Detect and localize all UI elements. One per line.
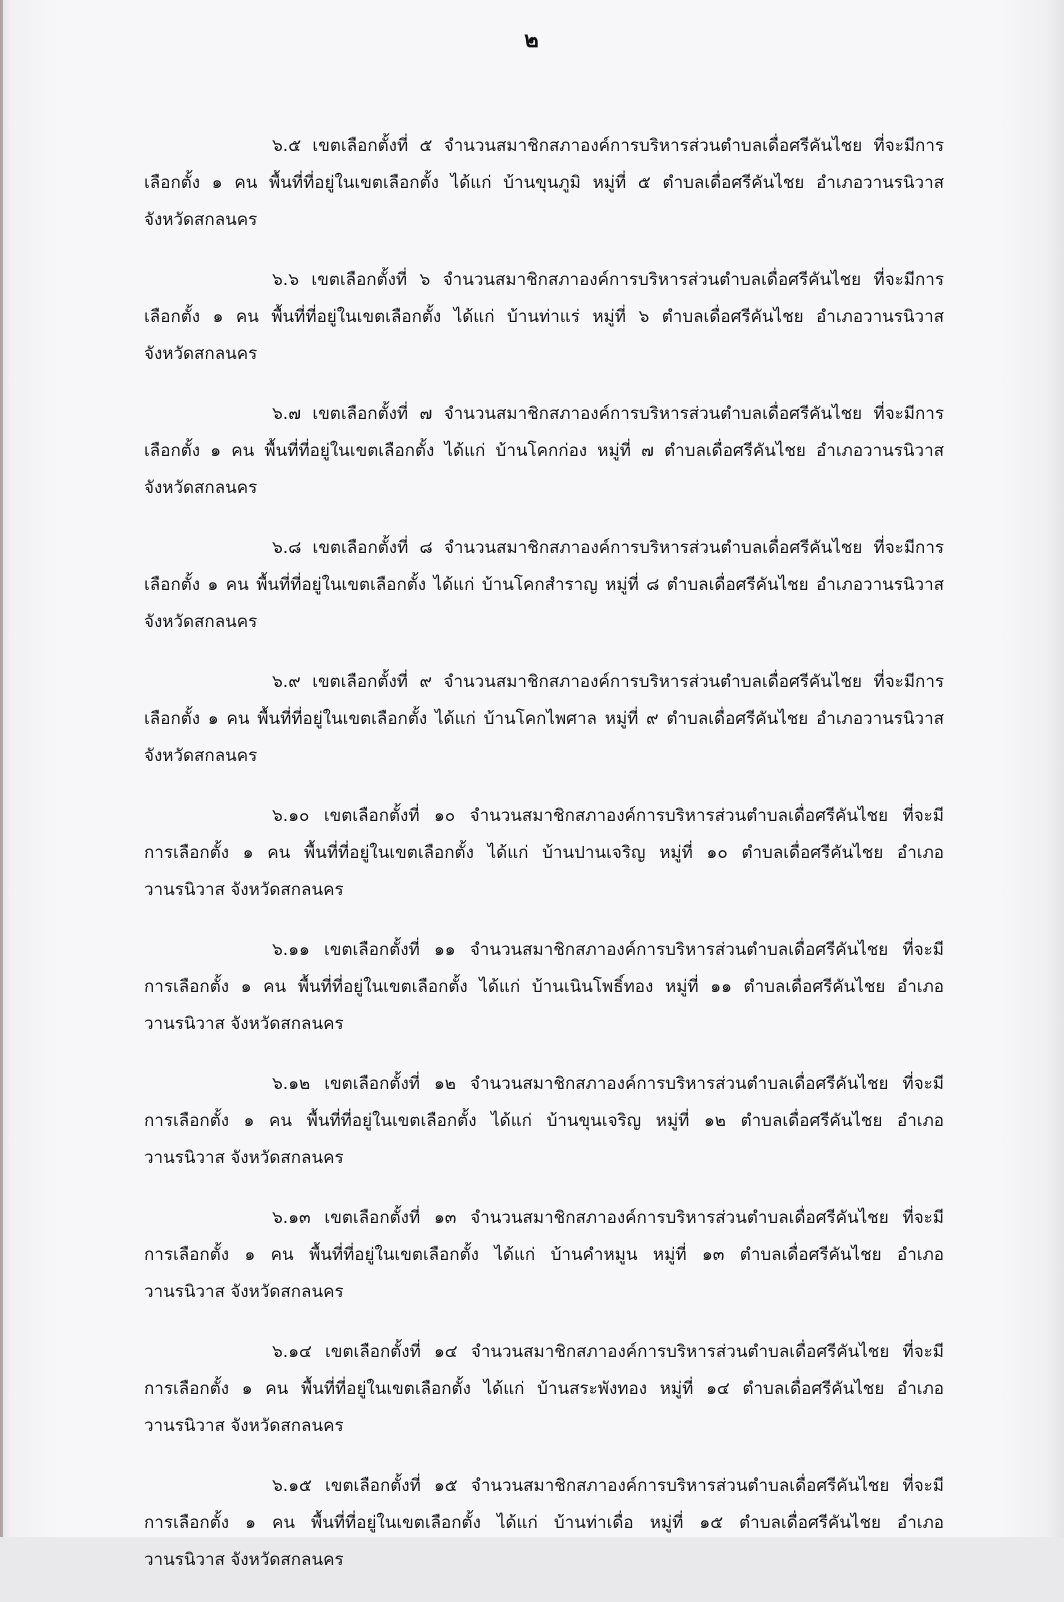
election-district-entry: [144, 1066, 944, 1177]
entry-line-second: การเลือกตั้ง ๑ คน พื้นที่ที่อยู่ในเขตเลือกตั้ง ได้แก่ บ้านปานเจริญ หมู่ที่ ๑๐ ตำบลเดื่อศรีคันไชย อำเภอ: [144, 843, 944, 863]
election-district-entry: [144, 932, 944, 1043]
entry-line-second: เลือกตั้ง ๑ คน พื้นที่ที่อยู่ในเขตเลือกตั้ง ได้แก่ บ้านท่าแร่ หมู่ที่ ๖ ตำบลเดื่อศรีคันไชย อำเภอวานรนิวาส: [144, 307, 944, 327]
entry-line-first: ๖.๑๑ เขตเลือกตั้งที่ ๑๑ จำนวนสมาชิกสภาองค์การบริหารส่วนตำบลเดื่อศรีคันไชย ที่จะมี: [272, 940, 944, 960]
election-district-entry: [144, 128, 944, 239]
entry-line-second: เลือกตั้ง ๑ คน พื้นที่ที่อยู่ในเขตเลือกตั้ง ได้แก่ บ้านโคกสำราญ หมู่ที่ ๘ ตำบลเดื่อศรีคันไชย อำเภอวานรนิวาส: [144, 575, 944, 595]
entry-line-second: เลือกตั้ง ๑ คน พื้นที่ที่อยู่ในเขตเลือกตั้ง ได้แก่ บ้านขุนภูมิ หมู่ที่ ๕ ตำบลเดื่อศรีคันไชย อำเภอวานรนิวาส: [144, 173, 944, 193]
election-district-entry: [144, 1468, 944, 1579]
entry-line-last: วานรนิวาส จังหวัดสกลนคร: [144, 1282, 344, 1302]
election-district-entry: [144, 530, 944, 641]
entry-line-last: จังหวัดสกลนคร: [144, 746, 258, 766]
entry-line-last: วานรนิวาส จังหวัดสกลนคร: [144, 880, 344, 900]
entry-line-last: จังหวัดสกลนคร: [144, 612, 258, 632]
election-district-entry: [144, 396, 944, 507]
election-district-entry: [144, 1334, 944, 1445]
entry-line-second: เลือกตั้ง ๑ คน พื้นที่ที่อยู่ในเขตเลือกตั้ง ได้แก่ บ้านโคกไพศาล หมู่ที่ ๙ ตำบลเดื่อศรีคันไชย อำเภอวานรนิวาส: [144, 709, 944, 729]
entry-line-last: วานรนิวาส จังหวัดสกลนคร: [144, 1148, 344, 1168]
entry-line-last: วานรนิวาส จังหวัดสกลนคร: [144, 1550, 344, 1570]
entry-line-second: การเลือกตั้ง ๑ คน พื้นที่ที่อยู่ในเขตเลือกตั้ง ได้แก่ บ้านคำหมูน หมู่ที่ ๑๓ ตำบลเดื่อศรีคันไชย อำเภอ: [144, 1245, 944, 1265]
entry-line-first: ๖.๑๐ เขตเลือกตั้งที่ ๑๐ จำนวนสมาชิกสภาองค์การบริหารส่วนตำบลเดื่อศรีคันไชย ที่จะมี: [272, 806, 944, 826]
entry-line-last: จังหวัดสกลนคร: [144, 478, 258, 498]
entry-line-last: จังหวัดสกลนคร: [144, 344, 258, 364]
entry-line-second: เลือกตั้ง ๑ คน พื้นที่ที่อยู่ในเขตเลือกตั้ง ได้แก่ บ้านโคกก่อง หมู่ที่ ๗ ตำบลเดื่อศรีคันไชย อำเภอวานรนิวาส: [144, 441, 944, 461]
entry-line-first: ๖.๑๔ เขตเลือกตั้งที่ ๑๔ จำนวนสมาชิกสภาองค์การบริหารส่วนตำบลเดื่อศรีคันไชย ที่จะมี: [272, 1342, 944, 1362]
entry-line-first: ๖.๑๒ เขตเลือกตั้งที่ ๑๒ จำนวนสมาชิกสภาองค์การบริหารส่วนตำบลเดื่อศรีคันไชย ที่จะมี: [272, 1074, 944, 1094]
entry-line-second: การเลือกตั้ง ๑ คน พื้นที่ที่อยู่ในเขตเลือกตั้ง ได้แก่ บ้านท่าเดื่อ หมู่ที่ ๑๕ ตำบลเดื่อศรีคันไชย อำเภอ: [144, 1513, 944, 1533]
entry-line-second: การเลือกตั้ง ๑ คน พื้นที่ที่อยู่ในเขตเลือกตั้ง ได้แก่ บ้านขุนเจริญ หมู่ที่ ๑๒ ตำบลเดื่อศรีคันไชย อำเภอ: [144, 1111, 944, 1131]
entry-line-last: วานรนิวาส จังหวัดสกลนคร: [144, 1416, 344, 1436]
election-district-entry: [144, 798, 944, 909]
entry-line-first: ๖.๑๓ เขตเลือกตั้งที่ ๑๓ จำนวนสมาชิกสภาองค์การบริหารส่วนตำบลเดื่อศรีคันไชย ที่จะมี: [272, 1208, 944, 1228]
entry-line-first: ๖.๘ เขตเลือกตั้งที่ ๘ จำนวนสมาชิกสภาองค์การบริหารส่วนตำบลเดื่อศรีคันไชย ที่จะมีการ: [272, 538, 944, 558]
entry-line-second: การเลือกตั้ง ๑ คน พื้นที่ที่อยู่ในเขตเลือกตั้ง ได้แก่ บ้านสระพังทอง หมู่ที่ ๑๔ ตำบลเดื่อศรีคันไชย อำเภอ: [144, 1379, 944, 1399]
entry-line-first: ๖.๖ เขตเลือกตั้งที่ ๖ จำนวนสมาชิกสภาองค์การบริหารส่วนตำบลเดื่อศรีคันไชย ที่จะมีการ: [272, 270, 944, 290]
entry-line-first: ๖.๗ เขตเลือกตั้งที่ ๗ จำนวนสมาชิกสภาองค์การบริหารส่วนตำบลเดื่อศรีคันไชย ที่จะมีการ: [272, 404, 944, 424]
entry-line-second: การเลือกตั้ง ๑ คน พื้นที่ที่อยู่ในเขตเลือกตั้ง ได้แก่ บ้านเนินโพธิ์ทอง หมู่ที่ ๑๑ ตำบลเดื่อศรีคันไชย อำเภอ: [144, 977, 944, 997]
entry-line-first: ๖.๑๕ เขตเลือกตั้งที่ ๑๕ จำนวนสมาชิกสภาองค์การบริหารส่วนตำบลเดื่อศรีคันไชย ที่จะมี: [272, 1476, 944, 1496]
entry-line-first: ๖.๙ เขตเลือกตั้งที่ ๙ จำนวนสมาชิกสภาองค์การบริหารส่วนตำบลเดื่อศรีคันไชย ที่จะมีการ: [272, 672, 944, 692]
entry-line-last: วานรนิวาส จังหวัดสกลนคร: [144, 1014, 344, 1034]
election-district-entry: [144, 664, 944, 775]
election-district-entry: [144, 262, 944, 373]
page-number: ๒: [524, 28, 540, 53]
election-district-entry: [144, 1200, 944, 1311]
document-body: [144, 128, 944, 1602]
entry-line-last: จังหวัดสกลนคร: [144, 210, 258, 230]
entry-line-first: ๖.๕ เขตเลือกตั้งที่ ๕ จำนวนสมาชิกสภาองค์การบริหารส่วนตำบลเดื่อศรีคันไชย ที่จะมีการ: [272, 136, 944, 156]
scan-edge: [0, 0, 3, 1537]
